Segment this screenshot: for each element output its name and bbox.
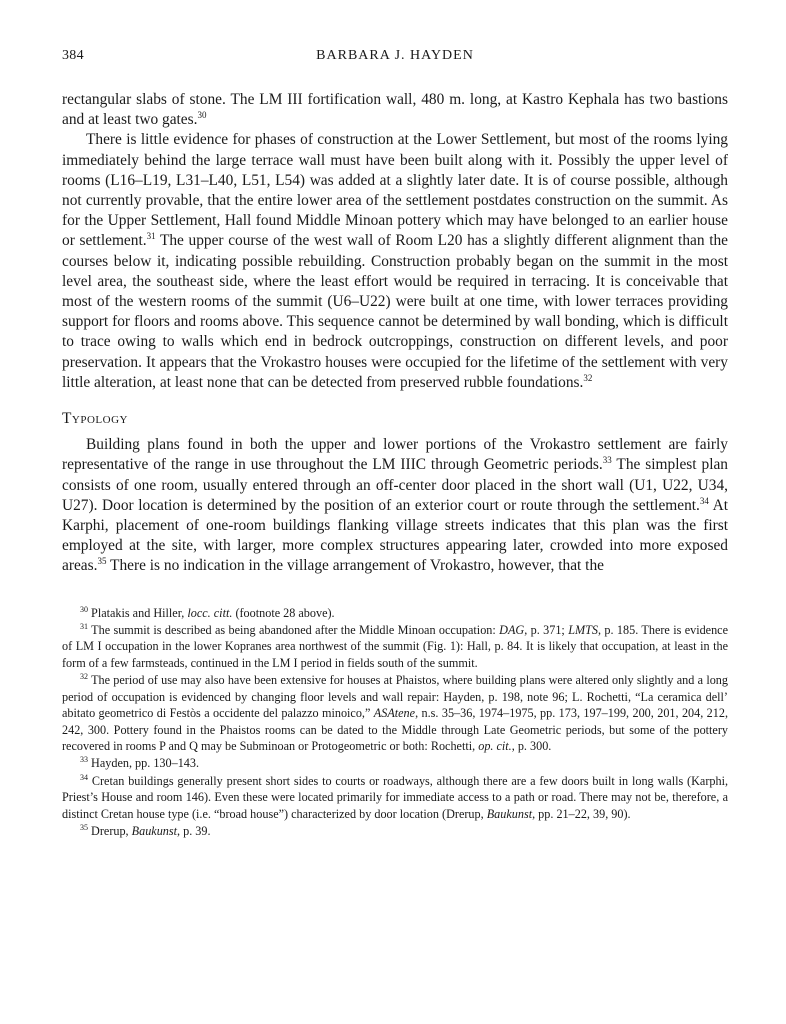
footnote-text: , p. 185. There is evidence of LM I occupation in the lower Kopranes area northwest of the summit (Fig. 1): Hall, p. 84. It is likely that occupation, at least in the form of a few farmsteads, continued in the LM I period in fields south of the summit. bbox=[62, 623, 728, 670]
footnote-ref-32: 32 bbox=[583, 372, 593, 383]
footnote-33 bbox=[62, 755, 728, 771]
paragraph-1 bbox=[62, 90, 728, 130]
page bbox=[62, 48, 728, 840]
footnote-text: Hayden, pp. 130–143. bbox=[91, 756, 200, 771]
footnote-italic: locc. citt. bbox=[187, 605, 233, 620]
footnote-number: 35 bbox=[80, 822, 88, 832]
footnote-number: 31 bbox=[80, 622, 88, 632]
footnote-number: 32 bbox=[80, 672, 88, 682]
footnote-italic: op. cit. bbox=[478, 738, 512, 753]
footnote-number: 33 bbox=[80, 755, 88, 765]
footnote-number: 30 bbox=[80, 604, 88, 614]
page-number: 384 bbox=[62, 48, 84, 63]
running-title: BARBARA J. HAYDEN bbox=[316, 48, 474, 63]
footnote-31 bbox=[62, 622, 728, 671]
footnotes bbox=[62, 605, 728, 840]
paragraph-1-text: rectangular slabs of stone. The LM III fortification wall, 480 m. long, at Kastro Kephala has two bastions and at least two gates. bbox=[62, 91, 728, 129]
footnote-32 bbox=[62, 672, 728, 754]
footnote-text: , n.s. 35–36, 1974–1975, pp. 173, 197–199, 200, 201, 204, 212, 242, 300. Pottery found in the Phaistos rooms can be dated to the Middle through Late Geometric periods, but some of the pottery recovered in rooms P and Q may be Subminoan or Protogeometric or both: Rochetti, bbox=[62, 706, 728, 753]
footnote-italic: Baukunst bbox=[131, 823, 178, 838]
footnote-italic: Baukunst bbox=[486, 806, 533, 821]
footnote-italic: LMTS bbox=[568, 623, 598, 638]
footnote-ref-31: 31 bbox=[146, 231, 156, 242]
paragraph-2-text-b: The upper course of the west wall of Room L20 has a slightly different alignment than the courses below it, indicating possible rebuilding. Construction probably began on the summit in the most level area, the southeast side, where the least effort would be required in terracing. It is conceivable that most of the western rooms of the summit (U6–U22) were built at one time, with lower terraces providing support for floors and rooms above. This sequence cannot be determined by wall bonding, which is difficult to trace owing to walls which end in bedrock outcroppings, construction on different levels, and poor preservation. It appears that the Vrokastro houses were occupied for the lifetime of the settlement with very little alteration, at least none that can be detected from preserved rubble foundations. bbox=[62, 232, 728, 391]
footnote-text: , p. 39. bbox=[177, 823, 211, 838]
section-heading: Typology bbox=[62, 410, 128, 428]
footnote-34 bbox=[62, 773, 728, 822]
footnote-text: The period of use may also have been extensive for houses at Phaistos, where building plans were altered only slightly and a long period of occupation is evidenced by changing floor levels and wall repair: Hayden, p. 198, note 96; L. Rochetti, “La ceramica dell’ abitato geometrico di Festòs a occidente del palazzo minoico,” bbox=[62, 673, 728, 721]
footnote-text: The summit is described as being abandoned after the Middle Minoan occupation: bbox=[91, 623, 500, 638]
footnote-text: , pp. 21–22, 39, 90). bbox=[532, 806, 631, 821]
footnote-italic: DAG bbox=[499, 623, 525, 638]
footnote-ref-30: 30 bbox=[197, 110, 207, 121]
paragraph-3-text-d: There is no indication in the village arrangement of Vrokastro, however, that the bbox=[106, 557, 604, 575]
footnote-text: , p. 300. bbox=[511, 738, 552, 753]
footnote-italic: ASAtene bbox=[373, 706, 416, 721]
paragraph-3 bbox=[62, 435, 728, 576]
footnote-number: 34 bbox=[80, 772, 88, 782]
paragraph-2-text-a: There is little evidence for phases of construction at the Lower Settlement, but most of the rooms lying immediately behind the large terrace wall must have been built along with it. Possibly the upper level of rooms (L16–L19, L31–L40, L51, L54) was added at a slightly later date. It is of course possible, although not currently provable, that the entire lower area of the settlement postdates construction on the summit. As for the Upper Settlement, Hall found Middle Minoan pottery which may have belonged to an earlier house or settlement. bbox=[62, 131, 728, 250]
footnote-text: (footnote 28 above). bbox=[232, 605, 335, 620]
running-header bbox=[62, 48, 728, 70]
footnote-text: , p. 371; bbox=[524, 623, 569, 638]
footnote-text: Platakis and Hiller, bbox=[91, 605, 188, 620]
paragraph-3-text-b: The simplest plan consists of one room, usually entered through an off-center door placed in the short wall (U1, U22, U34, U27). Door location is determined by the position of an exterior court or route through the settlement. bbox=[62, 456, 728, 514]
footnote-text: Cretan buildings generally present short sides to courts or roadways, although there are a few doors built in long walls (Karphi, Priest’s House and room 146). Even these were located primarily for immediate access to a path or road. There may not be, therefore, a distinct Cretan house type (i.e. “broad house”) characterized by door location (Drerup, bbox=[62, 773, 729, 821]
paragraph-3-text-c: At Karphi, placement of one-room buildings flanking village streets indicates that this plan was the first employed at the site, with larger, more complex structures appearing later, crowded into more exposed areas. bbox=[62, 496, 729, 575]
footnote-ref-34: 34 bbox=[699, 495, 709, 506]
footnote-30 bbox=[62, 605, 728, 621]
footnote-text: Drerup, bbox=[91, 823, 132, 838]
main-text bbox=[62, 90, 728, 577]
paragraph-2 bbox=[62, 130, 728, 393]
footnote-35 bbox=[62, 823, 728, 839]
paragraph-3-text-a: Building plans found in both the upper and lower portions of the Vrokastro settlement are fairly representative of the range in use throughout the LM IIIC through Geometric periods. bbox=[62, 436, 728, 474]
footnote-ref-33: 33 bbox=[602, 455, 612, 466]
footnote-ref-35: 35 bbox=[97, 556, 107, 567]
